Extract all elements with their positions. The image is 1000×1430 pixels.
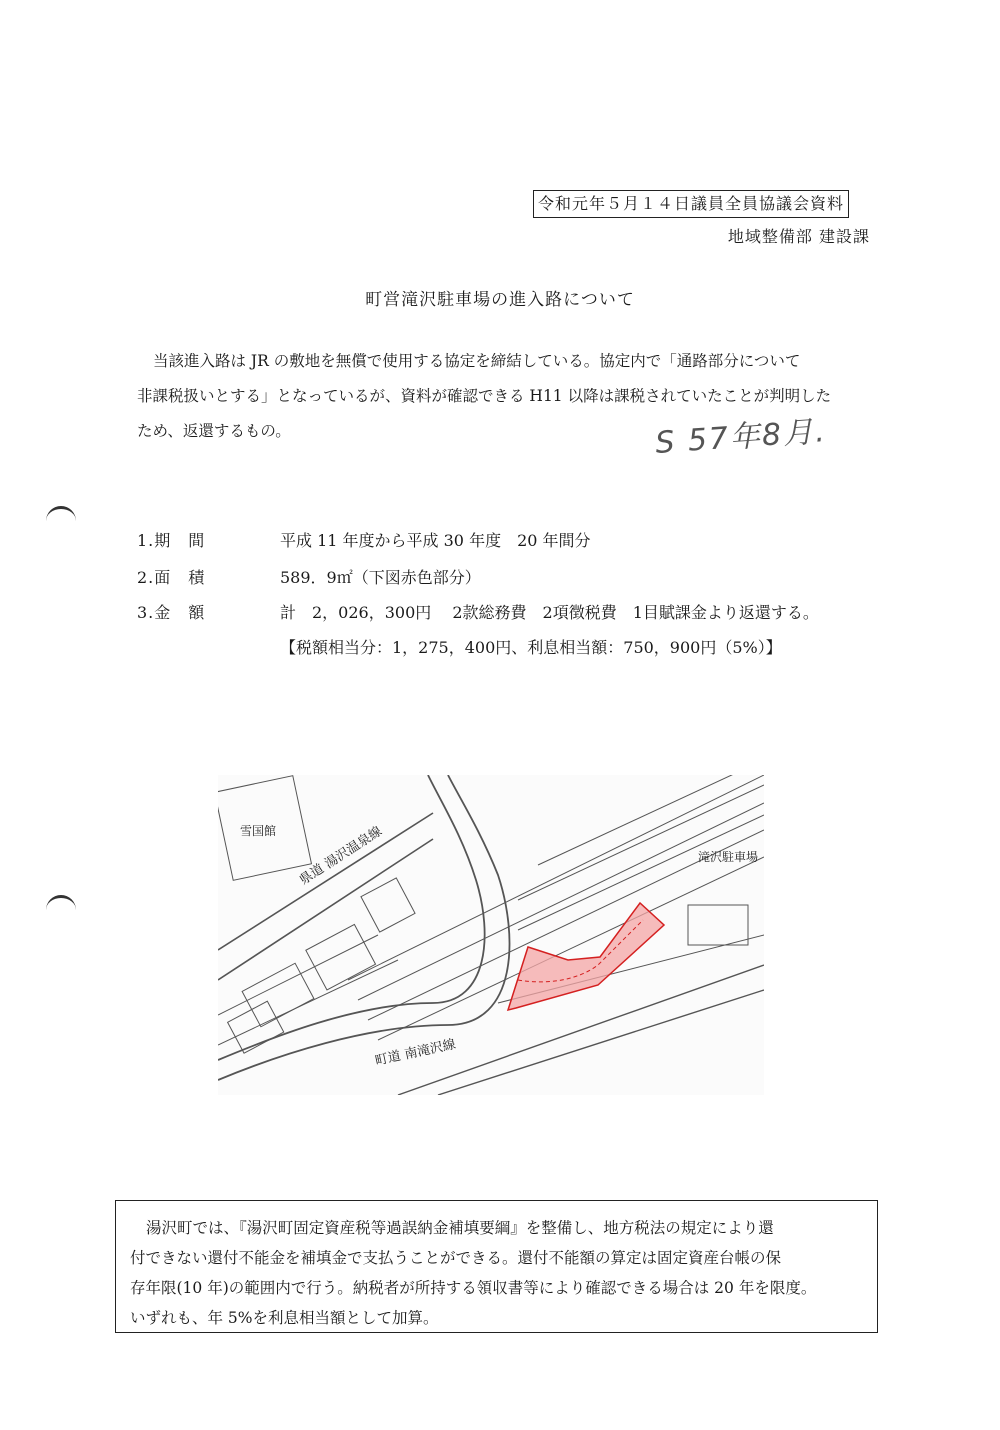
notice-line: いずれも、年 5%を利息相当額として加算。 [130, 1309, 439, 1327]
page-title: 町営滝沢駐車場の進入路について [365, 290, 635, 310]
department-label: 地域整備部 建設課 [727, 227, 870, 246]
map-drawing [218, 775, 764, 1095]
body-line: ため、返還するもの。 [137, 422, 291, 440]
notice-box [115, 1200, 878, 1333]
curved-road [218, 775, 485, 1060]
item-value: 589．9㎡（下図赤色部分） [280, 568, 481, 587]
item-label: 3.金 額 [137, 603, 206, 622]
item-value: 計 2，026，300円 2款総務費 2項徴税費 1目賦課金より返還する。 [280, 603, 819, 622]
item-area [137, 565, 481, 588]
item-value: 平成 11 年度から平成 30 年度 20 年間分 [280, 531, 591, 550]
body-line: 非課税扱いとする」となっているが、資料が確認できる H11 以降は課税されていたことが判明した [137, 387, 832, 405]
highlight-area [508, 903, 664, 1010]
parcel-outline [306, 924, 376, 990]
rail-line [378, 857, 764, 1040]
punch-hole-icon [46, 895, 76, 914]
curved-road [218, 775, 510, 1080]
map-label-parking: 滝沢駐車場 [698, 850, 759, 864]
rail-line [518, 785, 764, 900]
notice-line: 付できない還付不能金を補填金で支払うことができる。還付不能額の算定は固定資産台帳の保 [130, 1249, 782, 1267]
notice-line: 湯沢町では、『湯沢町固定資産税等過誤納金補填要綱』を整備し、地方税法の規定により還 [146, 1219, 774, 1237]
item-period [137, 528, 591, 551]
parcel-outline [361, 878, 415, 932]
notice-line: 存年限(10 年)の範囲内で行う。納税者が所持する領収書等により確認できる場合は 20 年を限度。 [130, 1279, 817, 1297]
body-line: 当該進入路は JR の敷地を無償で使用する協定を締結している。協定内で「通路部分について [153, 352, 801, 370]
map-label-yukiguni: 雪国館 [240, 824, 277, 838]
punch-hole-icon [46, 506, 76, 525]
meeting-label: 令和元年５月１４日議員全員協議会資料 [533, 190, 849, 218]
road-line [218, 935, 378, 1015]
parcel-outline [688, 905, 748, 945]
map-label-town-road: 町道 南滝沢線 [373, 1037, 458, 1069]
item-label: 1.期 間 [137, 531, 206, 550]
site-map [218, 775, 764, 1095]
amount-breakdown: 【税額相当分：1，275，400円、利息相当額：750，900円（5%）】 [280, 638, 782, 657]
map-label-prefectural-road: 県道 湯沢温泉線 [297, 823, 385, 889]
handwritten-note: S 57年8月. [654, 414, 828, 461]
item-amount [137, 600, 819, 623]
road-line [438, 990, 764, 1095]
item-label: 2.面 積 [137, 568, 206, 587]
rail-line [348, 775, 764, 980]
